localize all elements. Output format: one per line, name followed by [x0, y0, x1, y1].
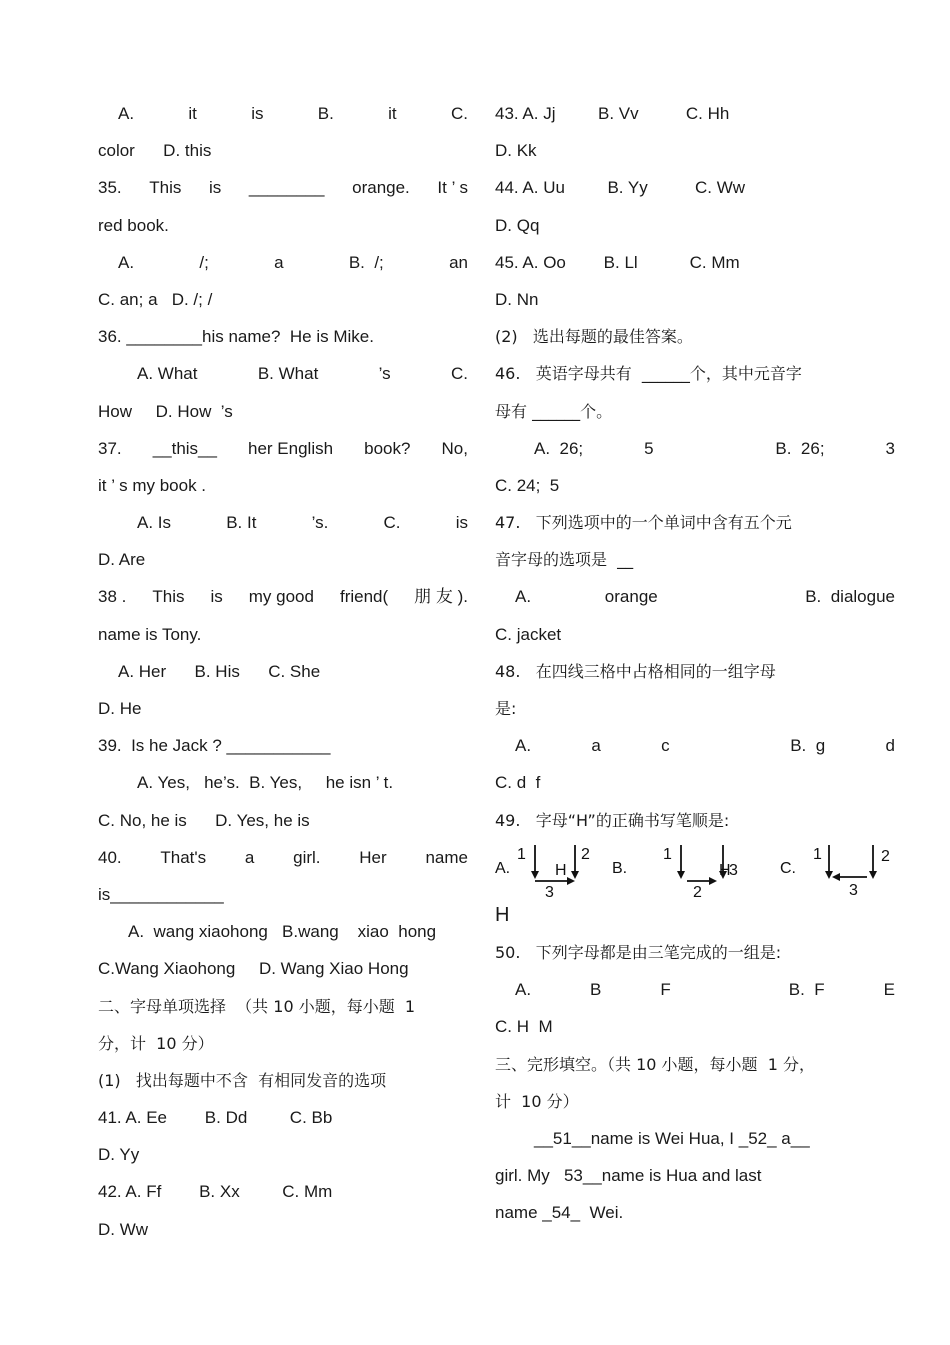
left_column-line: A. wang xiaohong B.wang xiao hong [128, 922, 437, 942]
left_column-line: C.Wang Xiaohong D. Wang Xiao Hong [98, 959, 409, 979]
text-segment: it [188, 104, 197, 123]
left_column-line [98, 578, 468, 615]
left_column-line: (1) 找出每题中不含 有相同发音的选项 [98, 1070, 387, 1090]
text-segment: ’s [378, 364, 391, 384]
right_column-line: C. jacket [495, 624, 562, 644]
text-segment: B [590, 980, 602, 1000]
text-segment: her English [248, 438, 334, 458]
text-segment: ’s. [311, 513, 329, 533]
stroke-number: 1 [517, 845, 526, 863]
right_column-line: 是: [495, 699, 517, 718]
right_column-line: 45. A. Oo B. Ll C. Mm [495, 252, 740, 272]
left_column-line [98, 504, 468, 541]
right_column-line [495, 578, 895, 615]
right-column [495, 95, 895, 1231]
right_column-line: H [495, 903, 510, 926]
left_column-line: A. Yes, he’s. B. Yes, he isn ’ t. [137, 773, 394, 793]
text-segment: A. [118, 104, 135, 123]
left_column-line: red book. [98, 215, 169, 235]
text-segment: book? [364, 438, 411, 458]
right_column-line: 50. 下列字母都是由三笔完成的一组是: [495, 942, 782, 962]
option-b-label: B. [612, 859, 628, 877]
text-segment: d [885, 736, 895, 756]
text-segment: B. 26; [775, 438, 825, 458]
right_column-line: D. Qq [495, 215, 540, 235]
left_column-line: name is Tony. [98, 624, 202, 644]
text-segment: 3 [885, 438, 895, 458]
stroke-number: 1 [813, 845, 822, 863]
left_column-line: 42. A. Ff B. Xx C. Mm [98, 1182, 333, 1202]
right_column-line [495, 727, 895, 764]
text-segment: orange. [352, 178, 410, 198]
left_column-line: 二、字母单项选择 （共 10 小题，每小题 1 [98, 996, 416, 1016]
right_column-line: 计 10 分） [495, 1091, 579, 1111]
left_column-line [98, 430, 468, 467]
left_column-line: it ’ s my book . [98, 475, 207, 495]
left_column-line: D. Ww [98, 1219, 149, 1239]
text-segment: It ’ s [437, 178, 468, 198]
text-segment: B. /; [348, 252, 384, 272]
text-segment: That's [160, 847, 207, 867]
left_column-line: C. an; a D. /; / [98, 289, 213, 309]
text-segment: an [449, 252, 468, 272]
left_column-line: 分，计 10 分） [98, 1033, 214, 1053]
left_column-line [98, 169, 468, 206]
text-segment: B. It [226, 513, 257, 533]
left_column-line: is____________ [98, 884, 224, 904]
text-segment: 38 . [98, 587, 127, 607]
left_column-line: D. He [98, 699, 142, 718]
text-segment: F [660, 980, 671, 1000]
right_column-line: 49. 字母“H”的正确书写笔顺是: [495, 810, 730, 830]
option-c-label: C. [780, 859, 796, 877]
left_column-line [98, 839, 468, 876]
left_column-line: D. Are [98, 550, 146, 570]
text-segment: This [149, 178, 182, 198]
text-segment: B. [317, 104, 334, 123]
left_column-line: 36. ________his name? He is Mike. [98, 327, 374, 347]
stroke-number: 2 [881, 847, 890, 865]
text-segment: 40. [98, 847, 122, 867]
text-segment: is [251, 104, 264, 123]
stroke-number: 3 [849, 881, 858, 897]
right_column-line: C. 24; 5 [495, 475, 560, 495]
text-segment: No, [441, 438, 468, 458]
stroke-number: 2 [693, 883, 702, 897]
text-segment: Her [359, 847, 387, 867]
letter-h: H [719, 861, 731, 879]
text-segment: is [210, 587, 223, 607]
text-segment: it [388, 104, 397, 123]
text-segment: a [244, 847, 255, 867]
text-segment: c [661, 736, 670, 756]
right_column-line: 44. A. Uu B. Yy C. Ww [495, 178, 746, 198]
text-segment: is [455, 513, 468, 533]
left_column-line: 39. Is he Jack ? ___________ [98, 736, 331, 756]
text-segment: friend( [339, 587, 389, 607]
text-segment: my good [248, 587, 314, 607]
text-segment: a [591, 736, 601, 756]
right_column-line: 47. 下列选项中的一个单词中含有五个元 [495, 513, 792, 533]
right_column-line [495, 839, 895, 897]
text-segment: B. g [790, 736, 826, 756]
text-segment: This [152, 587, 185, 607]
right_column-line: 46. 英语字母共有 ______个，其中元音字 [495, 364, 802, 384]
right_column-line: 48. 在四线三格中占格相同的一组字母 [495, 661, 776, 681]
text-segment: a [274, 252, 284, 272]
text-segment: A. [515, 587, 532, 607]
text-segment: B. F [788, 980, 825, 1000]
text-segment: A. [118, 252, 135, 272]
right_column-line: C. H M [495, 1017, 553, 1037]
right_column-line: (2) 选出每题的最佳答案。 [495, 327, 693, 347]
stroke-number: 3 [729, 861, 738, 879]
text-segment: A. Is [137, 513, 172, 533]
text-segment: ________ [248, 178, 325, 198]
text-segment: 37. [98, 438, 122, 458]
left-column [98, 95, 468, 1248]
option-a-label: A. [495, 859, 511, 877]
stroke-number: 1 [663, 845, 672, 863]
text-segment: E [883, 980, 895, 1000]
right_column-line: 三、完形填空。（共 10 小题，每小题 1 分， [495, 1054, 815, 1074]
stroke-order-figures [495, 839, 895, 897]
right_column-line [495, 430, 895, 467]
text-segment: A. [515, 736, 532, 756]
left_column-line [98, 95, 468, 132]
text-segment: 35. [98, 178, 122, 198]
right_column-line: C. d f [495, 773, 541, 793]
text-segment: A. 26; [534, 438, 584, 458]
right_column-line: girl. My 53__name is Hua and last [495, 1166, 762, 1186]
text-segment: name [425, 847, 468, 867]
left_column-line [98, 355, 468, 392]
left_column-line: A. Her B. His C. She [118, 661, 321, 681]
right_column-line: D. Nn [495, 289, 539, 309]
right_column-line [495, 971, 895, 1008]
left_column-line: color D. this [98, 141, 212, 161]
right_column-line: name _54_ Wei. [495, 1203, 624, 1223]
left_column-line: D. Yy [98, 1145, 140, 1165]
text-segment: 5 [644, 438, 654, 458]
stroke-number: 3 [545, 883, 554, 897]
text-segment: A. [515, 980, 532, 1000]
left_column-line: 41. A. Ee B. Dd C. Bb [98, 1108, 333, 1128]
text-segment: is [208, 178, 222, 198]
left_column-line: C. No, he is D. Yes, he is [98, 810, 310, 830]
text-segment: __this__ [152, 438, 217, 458]
left_column-line: How D. How ’s [98, 401, 233, 421]
letter-h: H [555, 861, 567, 879]
text-segment: girl. [293, 847, 321, 867]
text-segment: C. [451, 364, 468, 384]
right_column-line: D. Kk [495, 141, 537, 161]
text-segment: B. What [257, 364, 319, 384]
right_column-line: 音字母的选项是 __ [495, 550, 634, 570]
right_column-line: 43. A. Jj B. Vv C. Hh [495, 104, 730, 123]
stroke-number: 2 [581, 845, 590, 863]
text-segment: /; [199, 252, 209, 272]
text-segment: B. dialogue [805, 587, 895, 607]
text-segment: 朋 友 ). [414, 587, 468, 607]
right_column-line: __51__name is Wei Hua, I _52_ a__ [534, 1128, 810, 1148]
text-segment: C. [383, 513, 401, 533]
text-segment: C. [450, 104, 468, 123]
text-segment: orange [604, 587, 658, 607]
left_column-line [98, 244, 468, 281]
right_column-line: 母有 ______个。 [495, 401, 613, 421]
text-segment: A. What [137, 364, 198, 384]
